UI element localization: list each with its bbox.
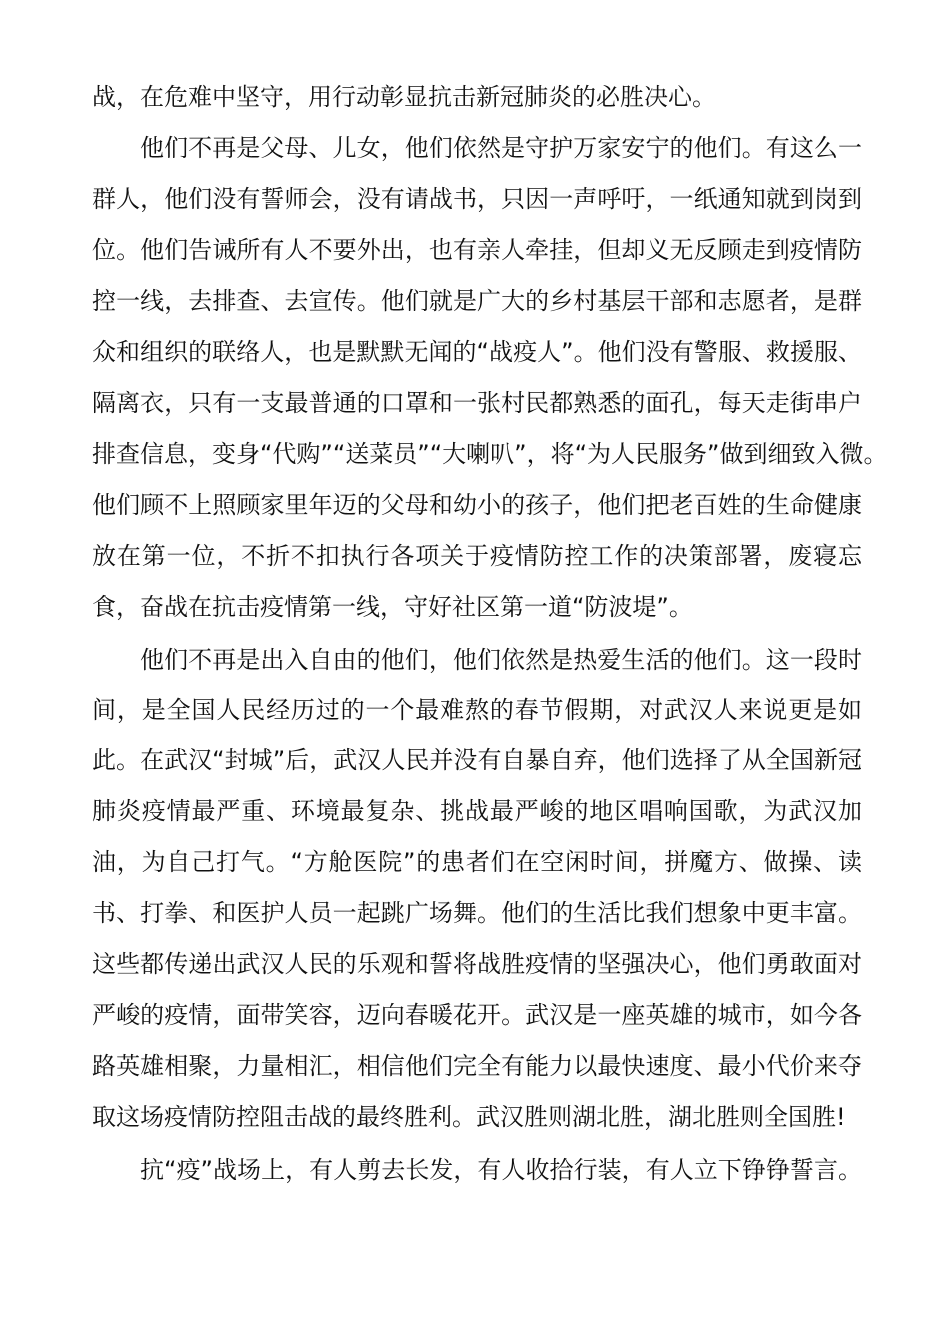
text-line: 众和组织的联络人，也是默默无闻的“战疫人”。他们没有警服、救援服、 [92, 338, 862, 366]
text-line: 取这场疫情防控阻击战的最终胜利。武汉胜则湖北胜，湖北胜则全国胜! [92, 1103, 846, 1131]
text-line: 位。他们告诫所有人不要外出，也有亲人牵挂，但却义无反顾走到疫情防 [92, 236, 862, 264]
text-line: 严峻的疫情，面带笑容，迈向春暖花开。武汉是一座英雄的城市，如今各 [92, 1001, 862, 1029]
text-line: 此。在武汉“封城”后，武汉人民并没有自暴自弃，他们选择了从全国新冠 [92, 746, 862, 774]
text-line: 排查信息，变身“代购”“送菜员”“大喇叭”，将“为人民服务”做到细致入微。 [92, 440, 888, 468]
text-line: 间，是全国人民经历过的一个最难熬的春节假期，对武汉人来说更是如 [92, 696, 862, 724]
text-line: 这些都传递出武汉人民的乐观和誓将战胜疫情的坚强决心，他们勇敢面对 [92, 950, 862, 978]
paragraph-first-line: 他们不再是出入自由的他们，他们依然是热爱生活的他们。这一段时 [140, 646, 862, 674]
text-line: 放在第一位，不折不扣执行各项关于疫情防控工作的决策部署，废寝忘 [92, 542, 862, 570]
text-line: 路英雄相聚，力量相汇，相信他们完全有能力以最快速度、最小代价来夺 [92, 1052, 862, 1080]
text-line: 群人，他们没有誓师会，没有请战书，只因一声呼吁，一纸通知就到岗到 [92, 185, 862, 213]
text-line: 食，奋战在抗击疫情第一线，守好社区第一道“防波堤”。 [92, 593, 693, 621]
text-line: 肺炎疫情最严重、环境最复杂、挑战最严峻的地区唱响国歌，为武汉加 [92, 797, 862, 825]
paragraph-first-line: 抗“疫”战场上，有人剪去长发，有人收拾行装，有人立下铮铮誓言。 [140, 1156, 862, 1184]
text-line: 书、打拳、和医护人员一起跳广场舞。他们的生活比我们想象中更丰富。 [92, 899, 862, 927]
text-line: 控一线，去排查、去宣传。他们就是广大的乡村基层干部和志愿者，是群 [92, 287, 862, 315]
text-line: 他们顾不上照顾家里年迈的父母和幼小的孩子，他们把老百姓的生命健康 [92, 491, 862, 519]
text-line: 战，在危难中坚守，用行动彰显抗击新冠肺炎的必胜决心。 [92, 83, 716, 111]
text-line: 油，为自己打气。“方舱医院”的患者们在空闲时间，拼魔方、做操、读 [92, 848, 862, 876]
paragraph-first-line: 他们不再是父母、儿女，他们依然是守护万家安宁的他们。有这么一 [140, 134, 862, 162]
text-line: 隔离衣，只有一支最普通的口罩和一张村民都熟悉的面孔，每天走街串户 [92, 389, 862, 417]
